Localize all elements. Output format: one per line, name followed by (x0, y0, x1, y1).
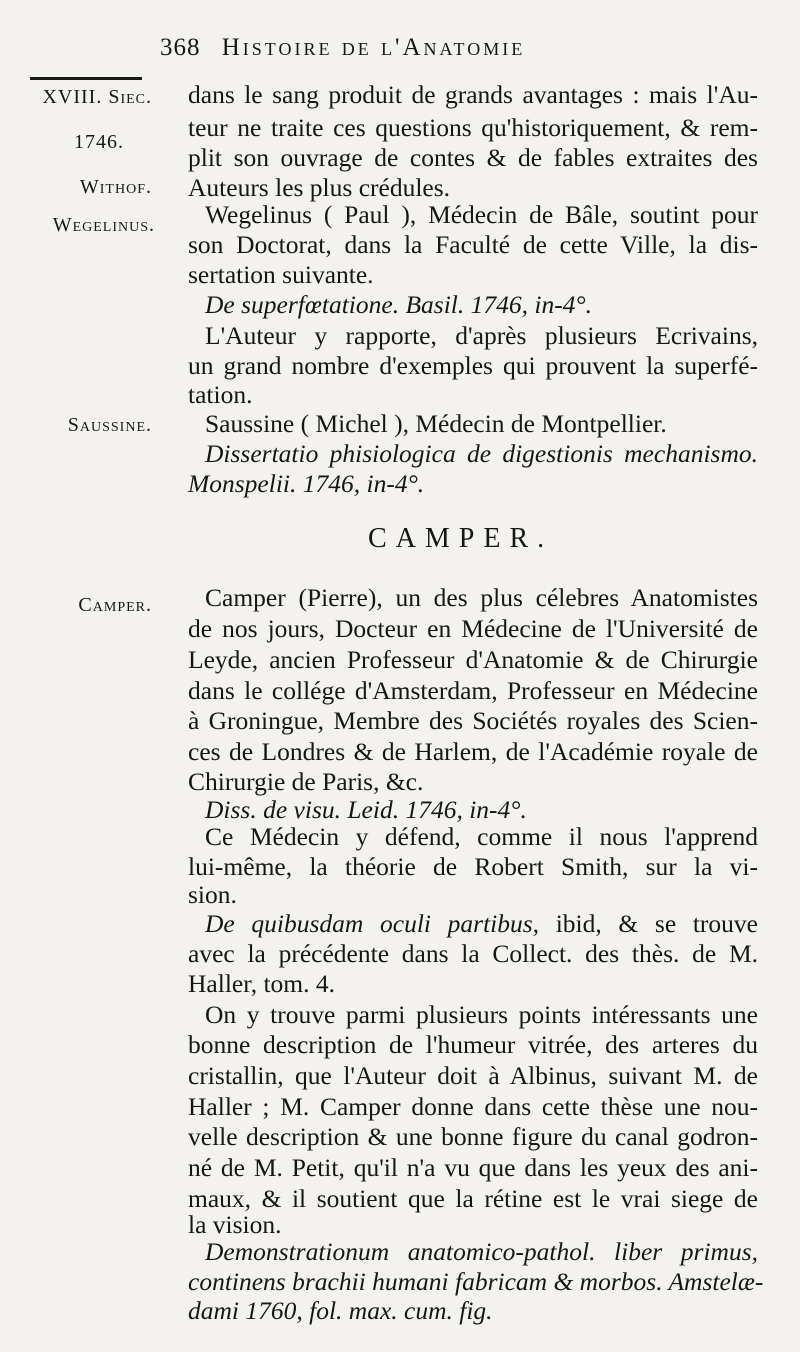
margin-rule (30, 77, 142, 80)
text-line: lui-même, la théorie de Robert Smith, sur la vi- (188, 852, 758, 881)
text-line: velle description & une bonne figure du canal godron- (188, 1122, 758, 1151)
text-line (188, 1296, 758, 1326)
margin-withof: Withof. (79, 176, 152, 198)
text-line: la vision. (188, 1210, 282, 1239)
text-line: plit son ouvrage de contes & de fables extraites des (188, 143, 758, 172)
text-line: Auteurs les plus crédules. (188, 173, 451, 202)
text-line: Wegelinus ( Paul ), Médecin de Bâle, soutint pour (205, 200, 758, 229)
text-line: ces de Londres & de Harlem, de l'Académie royale de (188, 737, 758, 766)
text-line: cristallin, que l'Auteur doit à Albinus, suivant M. de (188, 1061, 758, 1090)
text-line: Demonstrationum anatomico-pathol. liber primus, (205, 1237, 758, 1266)
imprint-text: dami 1760, fol. max. cum. fig. (188, 1296, 493, 1325)
text-line: de nos jours, Docteur en Médecine de l'Université de (188, 614, 758, 643)
page-number: 368 (160, 34, 201, 61)
text-line: à Groningue, Membre des Sociétés royales des Scien- (188, 706, 758, 735)
text-line: Monspelii. 1746, in-4°. (188, 469, 425, 498)
text-line: bonne description de l'humeur vitrée, des arteres du (188, 1030, 758, 1059)
running-title: Histoire de l'Anatomie (221, 34, 526, 61)
text-line: teur ne traite ces questions qu'historiquement, & rem- (188, 113, 758, 142)
text-line (205, 909, 758, 939)
text-line: Haller ; M. Camper donne dans cette thèse une nou- (188, 1092, 758, 1121)
title-rest: , ibid, & se trouve (532, 909, 758, 938)
text-line: avec la précédente dans la Collect. des thès. de M. (188, 939, 758, 968)
text-line: dans le sang produit de grands avantages : mais l'Au- (188, 80, 758, 109)
text-line: maux, & il soutient que la rétine est le vrai siege de (188, 1184, 758, 1213)
text-line: Saussine ( Michel ), Médecin de Montpellier. (205, 409, 667, 438)
text-line: Diss. de visu. Leid. 1746, in-4°. (205, 795, 527, 824)
margin-camper: Camper. (78, 594, 152, 616)
text-line: Camper (Pierre), un des plus célebres Anatomistes (205, 583, 758, 612)
text-line: continens brachii humani fabricam & morbos. Amstelæ- (188, 1267, 764, 1296)
text-line: On y trouve parmi plusieurs points intéressants une (205, 1000, 758, 1029)
margin-year: 1746. (74, 131, 124, 153)
text-line: un grand nombre d'exemples qui prouvent la superfé- (188, 351, 758, 380)
text-line: Dissertatio phisiologica de digestionis mechanismo. (205, 439, 758, 468)
text-line: sion. (188, 880, 237, 909)
text-line: son Doctorat, dans la Faculté de cette Ville, la dis- (188, 230, 758, 259)
text-line: De superfœtatione. Basil. 1746, in-4°. (205, 290, 593, 319)
text-line: dans le collége d'Amsterdam, Professeur en Médecine (188, 676, 758, 705)
margin-century: XVIII. Siec. (42, 86, 152, 108)
section-heading: CAMPER. (368, 523, 554, 554)
running-header (160, 34, 680, 62)
text-line: Ce Médecin y défend, comme il nous l'apprend (205, 822, 758, 851)
text-line: sertation suivante. (188, 260, 374, 289)
text-line: Leyde, ancien Professeur d'Anatomie & de Chirurgie (188, 645, 758, 674)
title-italic: De quibusdam oculi partibus (205, 909, 533, 938)
margin-wegelinus: Wegelinus. (52, 214, 155, 236)
text-line: Chirurgie de Paris, &c. (188, 767, 424, 796)
text-line: né de M. Petit, qu'il n'a vu que dans les yeux des ani- (188, 1153, 758, 1182)
margin-saussine: Saussine. (67, 414, 152, 436)
text-line: tation. (188, 380, 253, 409)
text-line: L'Auteur y rapporte, d'après plusieurs Ecrivains, (205, 321, 758, 350)
text-line: Haller, tom. 4. (188, 969, 335, 998)
